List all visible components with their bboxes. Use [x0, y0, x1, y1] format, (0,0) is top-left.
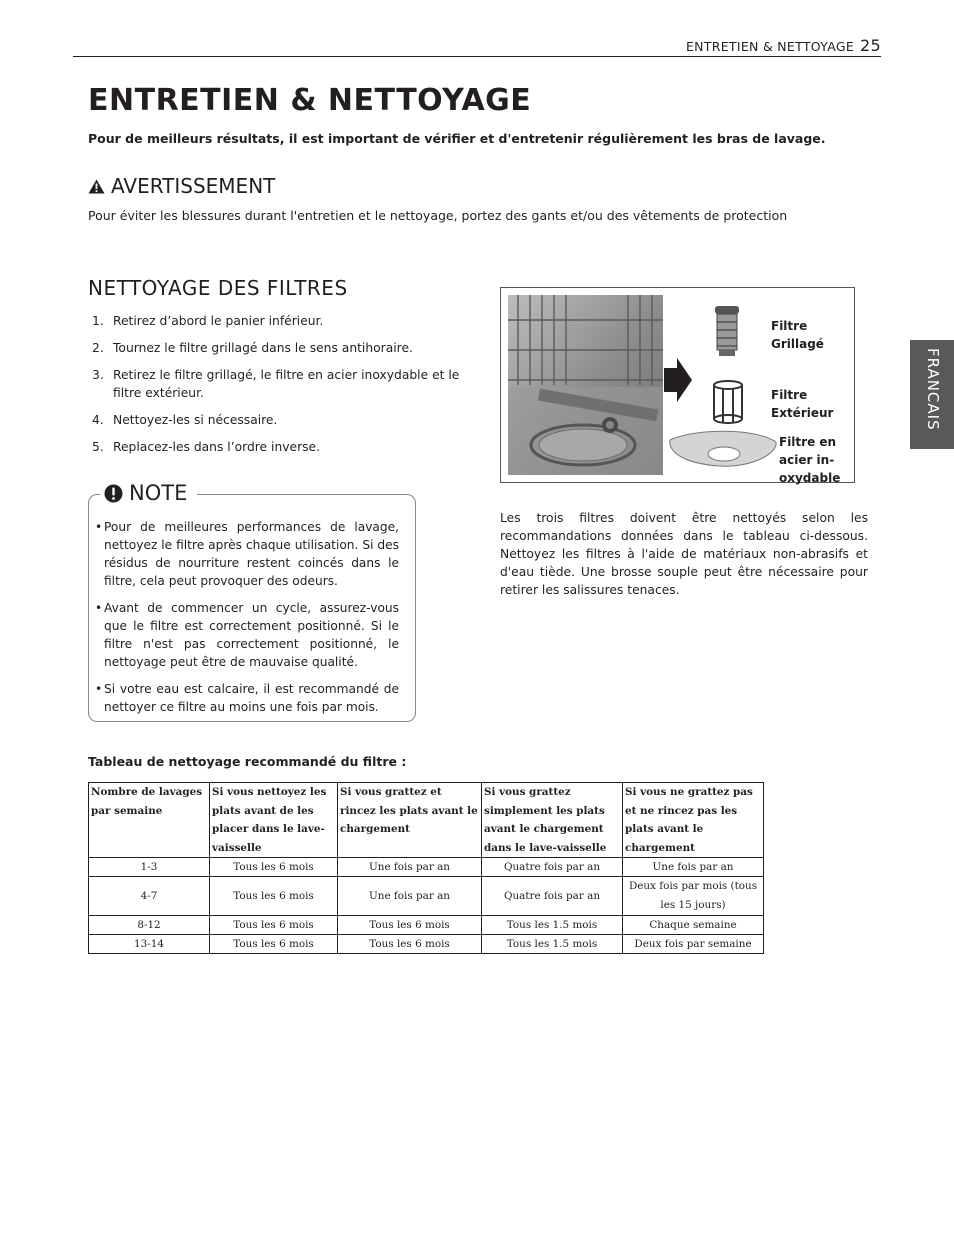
step-number: 2.	[92, 341, 104, 355]
table-header-row	[89, 783, 764, 858]
table-cell: Une fois par an	[338, 877, 482, 916]
table-cell: Tous les 1.5 mois	[482, 916, 623, 935]
step-number: 4.	[92, 413, 104, 427]
table-cell: Tous les 6 mois	[210, 935, 338, 954]
column-header: Si vous grattez et rincez les plats avant le chargement	[338, 783, 482, 858]
column-header: Si vous ne grattez pas et ne rincez pas les plats avant le chargement	[623, 783, 764, 858]
note-list	[95, 518, 399, 725]
mesh-filter-image	[712, 306, 742, 358]
table-cell: Une fois par an	[623, 858, 764, 877]
bullet: •	[95, 682, 103, 696]
label-line: oxydable	[779, 471, 841, 485]
steps-list	[92, 312, 472, 465]
column-header: Si vous nettoyez les plats avant de les placer dans le lave-vaisselle	[210, 783, 338, 858]
label-line: Filtre	[771, 388, 808, 402]
exclamation-icon	[104, 484, 123, 503]
table-row	[89, 916, 764, 935]
column-header: Si vous grattez simplement les plats avant le chargement dans le lave-vaisselle	[482, 783, 623, 858]
note-text: Si votre eau est calcaire, il est recommandé de nettoyer ce filtre au moins une fois par mois.	[104, 682, 399, 714]
table-cell: Tous les 6 mois	[210, 858, 338, 877]
outer-filter-image	[712, 380, 744, 424]
steel-filter-image	[666, 428, 780, 470]
header-rule	[73, 56, 881, 57]
bullet: •	[95, 520, 103, 534]
intro-text: Pour de meilleurs résultats, il est important de vérifier et d'entretenir régulièrement les bras de lavage.	[88, 131, 826, 146]
label-line: Filtre	[771, 319, 808, 333]
list-item	[92, 312, 472, 330]
step-text: Retirez le filtre grillagé, le filtre en acier inoxydable et le filtre extérieur.	[113, 368, 460, 400]
label-line: Filtre en	[779, 435, 837, 449]
table-row	[89, 858, 764, 877]
step-text: Replacez-les dans l’ordre inverse.	[113, 440, 321, 454]
step-text: Tournez le filtre grillagé dans le sens antihoraire.	[113, 341, 413, 355]
table-row	[89, 935, 764, 954]
language-tab-label: FRANCAIS	[924, 348, 942, 431]
table-cell: Tous les 1.5 mois	[482, 935, 623, 954]
warning-text: Pour éviter les blessures durant l'entretien et le nettoyage, portez des gants et/ou des vêtements de protection	[88, 208, 788, 223]
label-line: Grillagé	[771, 337, 824, 351]
list-item	[95, 599, 399, 671]
section-title-filters: NETTOYAGE DES FILTRES	[88, 276, 348, 300]
table-cell: Deux fois par semaine	[623, 935, 764, 954]
label-line: acier in-	[779, 453, 835, 467]
step-number: 3.	[92, 368, 104, 382]
page-number: 25	[860, 36, 881, 55]
list-item	[95, 680, 399, 716]
arrow-right-icon	[664, 358, 692, 402]
note-text: Avant de commencer un cycle, assurez-vous que le filtre est correctement positionné. Si le filtre n'est pas correctement positionné, le nettoyage peut être de mauvaise qualité.	[104, 601, 399, 669]
page-title: ENTRETIEN & NETTOYAGE	[88, 83, 532, 118]
list-item	[92, 411, 472, 429]
table-cell: 8-12	[89, 916, 210, 935]
note-heading	[100, 481, 197, 505]
table-row	[89, 877, 764, 916]
filter-cleaning-paragraph: Les trois filtres doivent être nettoyés selon les recommandations données dans le tableau ci-dessous. Nettoyez les filtres à l'aide de matériaux non-abrasifs et d'eau tiède. Une brosse souple peut être nécessaire pour retirer les salissures tenaces.	[500, 511, 868, 597]
table-cell: 13-14	[89, 935, 210, 954]
list-item	[92, 366, 472, 402]
note-heading-text: NOTE	[129, 481, 188, 505]
warning-icon	[88, 179, 105, 194]
table-cell: Quatre fois par an	[482, 858, 623, 877]
bullet: •	[95, 601, 103, 615]
table-cell: Deux fois par mois (tous les 15 jours)	[623, 877, 764, 916]
step-number: 1.	[92, 314, 104, 328]
column-header: Nombre de lavages par semaine	[89, 783, 210, 858]
label-steel-filter	[779, 433, 840, 487]
table-cell: 4-7	[89, 877, 210, 916]
step-text: Retirez d’abord le panier inférieur.	[113, 314, 324, 328]
label-line: Extérieur	[771, 406, 834, 420]
list-item	[92, 438, 472, 456]
table-cell: Tous les 6 mois	[338, 935, 482, 954]
running-title: ENTRETIEN & NETTOYAGE	[685, 39, 855, 54]
dishwasher-interior-photo	[508, 295, 663, 475]
running-header	[540, 36, 881, 55]
table-cell: Tous les 6 mois	[338, 916, 482, 935]
table-cell: Tous les 6 mois	[210, 916, 338, 935]
label-outer-filter	[771, 386, 833, 422]
table-cell: Tous les 6 mois	[210, 877, 338, 916]
cleaning-table	[88, 782, 764, 954]
table-cell: 1-3	[89, 858, 210, 877]
table-caption: Tableau de nettoyage recommandé du filtre :	[88, 754, 407, 769]
warning-heading	[88, 174, 275, 198]
step-text: Nettoyez-les si nécessaire.	[113, 413, 278, 427]
list-item	[95, 518, 399, 590]
table-cell: Quatre fois par an	[482, 877, 623, 916]
language-tab	[910, 340, 954, 449]
list-item	[92, 339, 472, 357]
table-cell: Chaque semaine	[623, 916, 764, 935]
warning-heading-text: AVERTISSEMENT	[111, 174, 276, 198]
table-cell: Une fois par an	[338, 858, 482, 877]
label-mesh-filter	[771, 317, 824, 353]
step-number: 5.	[92, 440, 104, 454]
note-text: Pour de meilleures performances de lavage, nettoyez le filtre après chaque utilisation. Si des résidus de nourriture restent coincés dans le filtre, cela peut provoquer des odeurs.	[104, 520, 399, 588]
